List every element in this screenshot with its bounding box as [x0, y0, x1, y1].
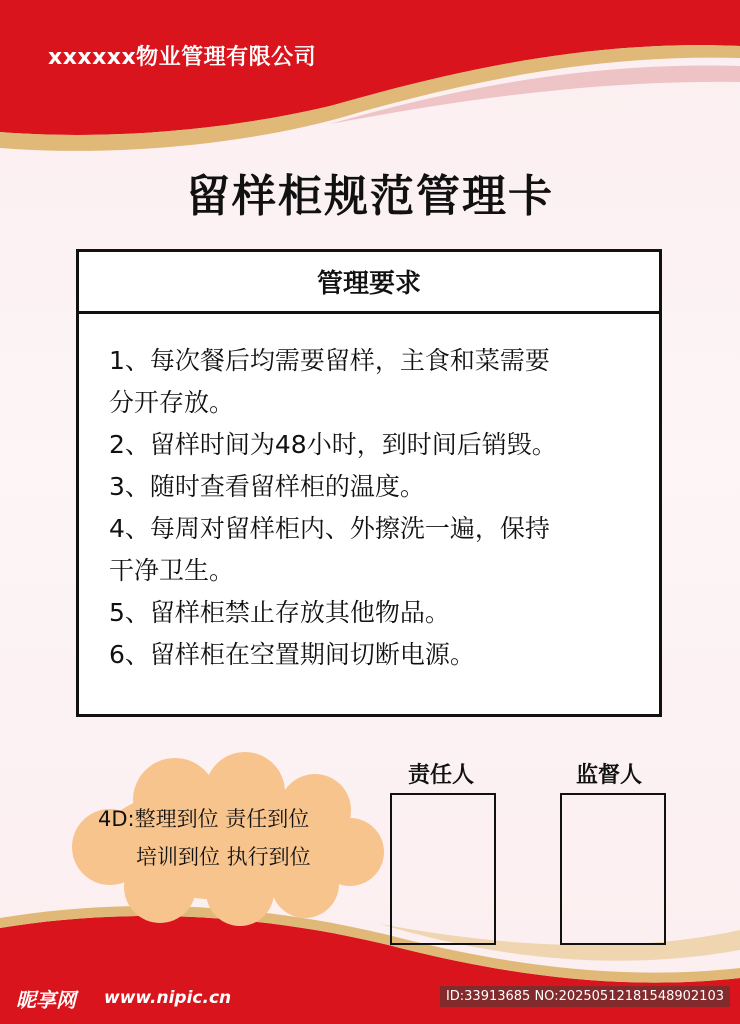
- supervisor-label: 监督人: [576, 763, 643, 788]
- responsible-signature-box: [390, 793, 496, 945]
- requirement-line: 3、随时查看留样柜的温度。: [109, 472, 425, 501]
- requirements-heading: 管理要求: [79, 252, 659, 314]
- watermark-url: www.nipic.cn: [104, 988, 232, 1008]
- requirement-line: 分开存放。: [109, 388, 235, 417]
- cloud-line-1: 4D:整理到位 责任到位: [98, 807, 310, 831]
- watermark-id: ID:33913685 NO:20250512181548902103: [440, 986, 730, 1007]
- requirements-list: [79, 314, 659, 676]
- cloud-line-2: 培训到位 执行到位: [136, 845, 311, 869]
- requirement-line: 6、留样柜在空置期间切断电源。: [109, 640, 475, 669]
- requirements-box: [76, 249, 662, 717]
- cloud-text: [70, 800, 386, 876]
- page-title: 留样柜规范管理卡: [186, 171, 554, 222]
- company-name: xxxxxx物业管理有限公司: [48, 45, 317, 70]
- supervisor-signature-box: [560, 793, 666, 945]
- requirement-line: 4、每周对留样柜内、外擦洗一遍，保持: [109, 514, 550, 543]
- requirement-line: 5、留样柜禁止存放其他物品。: [109, 598, 450, 627]
- requirement-line: 2、留样时间为48小时，到时间后销毁。: [109, 430, 557, 459]
- requirement-line: 干净卫生。: [109, 556, 235, 585]
- responsible-label: 责任人: [408, 763, 475, 788]
- watermark-logo: 昵享网: [16, 988, 76, 1012]
- requirement-line: 1、每次餐后均需要留样，主食和菜需要: [109, 346, 550, 375]
